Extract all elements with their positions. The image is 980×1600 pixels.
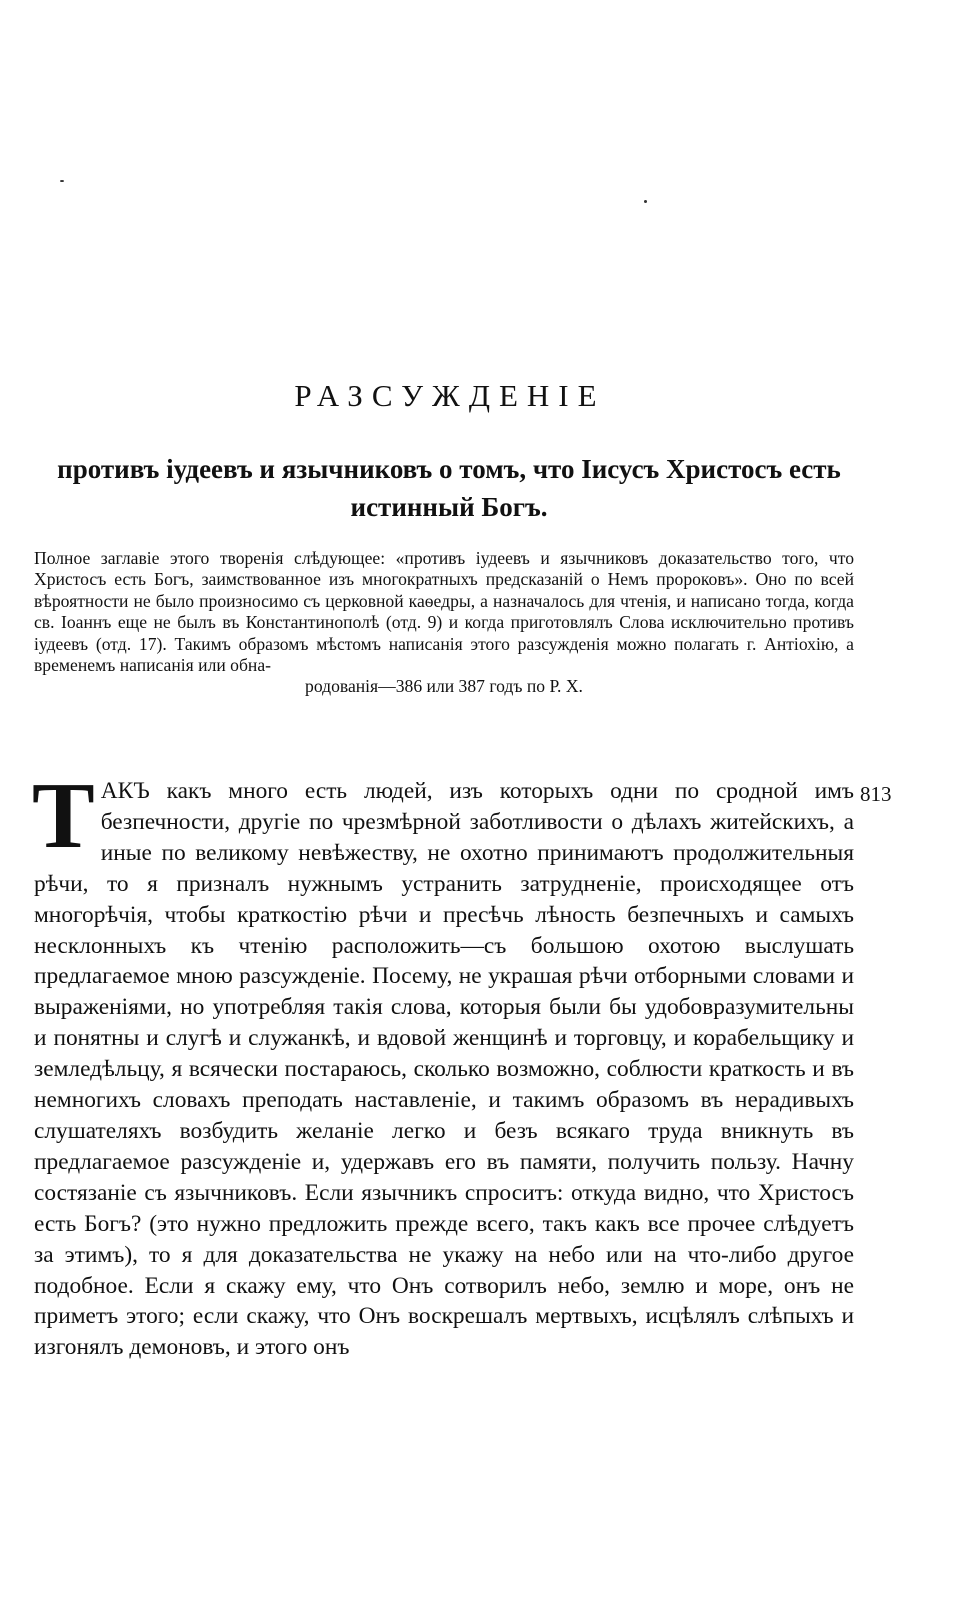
- margin-page-number: 813: [860, 782, 892, 806]
- page-subtitle: противъ іудеевъ и язычниковъ о томъ, что Іисусъ Христосъ есть истинный Богъ.: [57, 454, 841, 522]
- main-paragraph: [32, 764, 854, 1363]
- preface-text: Полное заглавіе этого творенія слѣдующее: «противъ іудеевъ и язычниковъ доказательство того, что Христосъ есть Богъ, заимствованное изъ многократныхъ предсказаній о Немъ пророковъ». Оно по всей вѣроятности не было произносимо съ церковной каѳедры, а назначалось для чтенія, и написано тогда, когда св. Іоаннъ еще не былъ въ Константинополѣ (отд. 9) и когда приготовлялъ Слова исключительно противъ іудеевъ (отд. 17). Такимъ образомъ мѣстомъ написанія этого разсужденія можно полагать г. Антіохію, а временемъ написанія или обна-: [34, 548, 854, 676]
- main-text: [32, 764, 854, 1363]
- drop-cap-letter: Т: [32, 764, 95, 868]
- print-speck: [644, 200, 647, 203]
- main-paragraph-text: АКЪ какъ много есть людей, изъ которыхъ одни по сродной имъ безпечности, другіе по чрезмѣрной заботливости о дѣлахъ житейскихъ, а иные по великому невѣжеству, не охотно принимаютъ продолжительныя рѣчи, то я призналъ нужнымъ устранить затрудненіе, происходящее отъ многорѣчія, чтобы краткостію рѣчи и пресѣчь лѣность безпечныхъ и самыхъ несклонныхъ къ чтенію расположить—съ большою охотою выслушать предлагаемое мною разсужденіе. Посему, не украшая рѣчи отборными словами и выраженіями, но употребляя такія слова, которыя были бы удобовразумительны и понятны и слугѣ и служанкѣ, и вдовой женщинѣ и торговцу, и корабельщику и земледѣльцу, я всячески постараюсь, сколько возможно, соблюсти краткость и въ немногихъ словахъ преподать наставленіе, и такимъ образомъ въ нерадивыхъ слушателяхъ возбудить желаніе легко и безъ всякаго труда вникнуть въ предлагаемое разсужденіе и, удержавъ его въ памяти, получить пользу. Начну состязаніе съ язычниковъ. Если язычникъ спроситъ: откуда видно, что Христосъ есть Богъ? (это нужно предложить прежде всего, такъ какъ все прочее слѣдуетъ за этимъ), то я для доказательства не укажу на небо или на что-либо другое подобное. Если я скажу ему, что Онъ сотворилъ небо, землю и море, онъ не приметъ этого; если скажу, что Онъ воскрешалъ мертвыхъ, исцѣлялъ слѣпыхъ и изгонялъ демоновъ, и этого онъ: [34, 778, 854, 1361]
- preface-last-line: родованія—386 или 387 годъ по Р. X.: [305, 676, 583, 697]
- preface-note: [34, 548, 854, 698]
- page-title: РАЗСУЖДЕНІЕ: [294, 378, 606, 413]
- print-speck: [60, 180, 64, 182]
